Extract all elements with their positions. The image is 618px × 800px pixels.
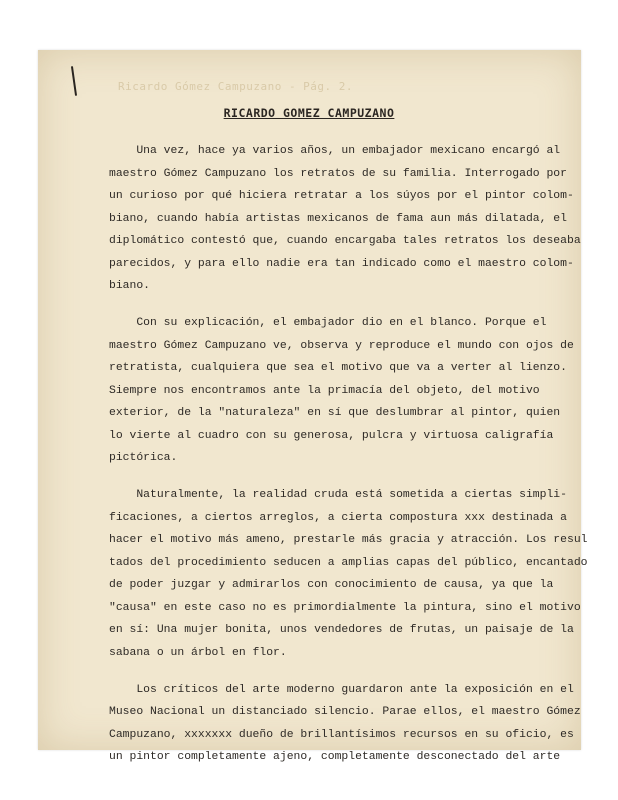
text-line: Museo Nacional un distanciado silencio. Parae ellos, el maestro Gómez <box>109 706 581 718</box>
text-line: Con su explicación, el embajador dio en el blanco. Porque el <box>109 317 547 329</box>
text-line: Campuzano, xxxxxxx dueño de brillantísimos recursos en su oficio, es <box>109 728 574 741</box>
text-line: un curioso por qué hiciera retratar a los súyos por el pintor colom- <box>109 190 574 202</box>
text-line: "causa" en este caso no es primordialmente la pintura, sino el motivo <box>109 601 581 614</box>
text-line: maestro Gómez Campuzano ve, observa y reproduce el mundo con ojos de <box>109 339 574 352</box>
text-line: diplomático contestó que, cuando encargaba tales retratos los deseaba <box>109 235 581 247</box>
text-line: sabana o un árbol en flor. <box>109 646 287 659</box>
text-line: biano. <box>109 280 151 292</box>
text-line: Una vez, hace ya varios años, un embajador mexicano encargó al <box>109 145 561 157</box>
text-line: retratista, cualquiera que sea el motivo que va a verter al lienzo. <box>109 362 567 374</box>
text-line: tados del procedimiento seducen a amplias capas del público, encantado <box>109 556 588 569</box>
text-line: ficaciones, a ciertos arreglos, a cierta compostura xxx destinada a <box>109 511 567 524</box>
text-line: Naturalmente, la realidad cruda está sometida a ciertas simpli- <box>109 489 567 501</box>
paragraph-1 <box>109 140 579 298</box>
paragraph-2 <box>109 312 579 470</box>
text-line: parecidos, y para ello nadie era tan indicado como el maestro colom- <box>109 257 574 270</box>
paragraph-4 <box>109 679 579 769</box>
document-body <box>109 140 588 783</box>
faded-page-header: Ricardo Gómez Campuzano - Pág. 2. <box>118 80 354 93</box>
text-line: un pintor completamente ajeno, completamente desconectado del arte <box>109 751 561 763</box>
text-line: de poder juzgar y admirarlos con conocimiento de causa, ya que la <box>109 579 554 591</box>
text-line: hacer el motivo más ameno, prestarle más gracia y atracción. Los resul <box>109 534 588 546</box>
text-line: pictórica. <box>109 452 178 464</box>
text-line: maestro Gómez Campuzano los retratos de su familia. Interrogado por <box>109 167 567 180</box>
text-line: biano, cuando había artistas mexicanos de fama aun más dilatada, el <box>109 212 567 225</box>
paragraph-3 <box>109 484 588 664</box>
text-line: exterior, de la "naturaleza" en sí que deslumbrar al pintor, quien <box>109 407 561 419</box>
document-title: RICARDO GOMEZ CAMPUZANO <box>223 106 395 120</box>
text-line: Siempre nos encontramos ante la primacía del objeto, del motivo <box>109 384 540 397</box>
text-line: Los críticos del arte moderno guardaron ante la exposición en el <box>109 683 574 696</box>
text-line: lo vierte al cuadro con su generosa, pulcra y virtuosa caligrafía <box>109 429 554 442</box>
text-line: en sí: Una mujer bonita, unos vendedores de frutas, un paisaje de la <box>109 624 574 636</box>
